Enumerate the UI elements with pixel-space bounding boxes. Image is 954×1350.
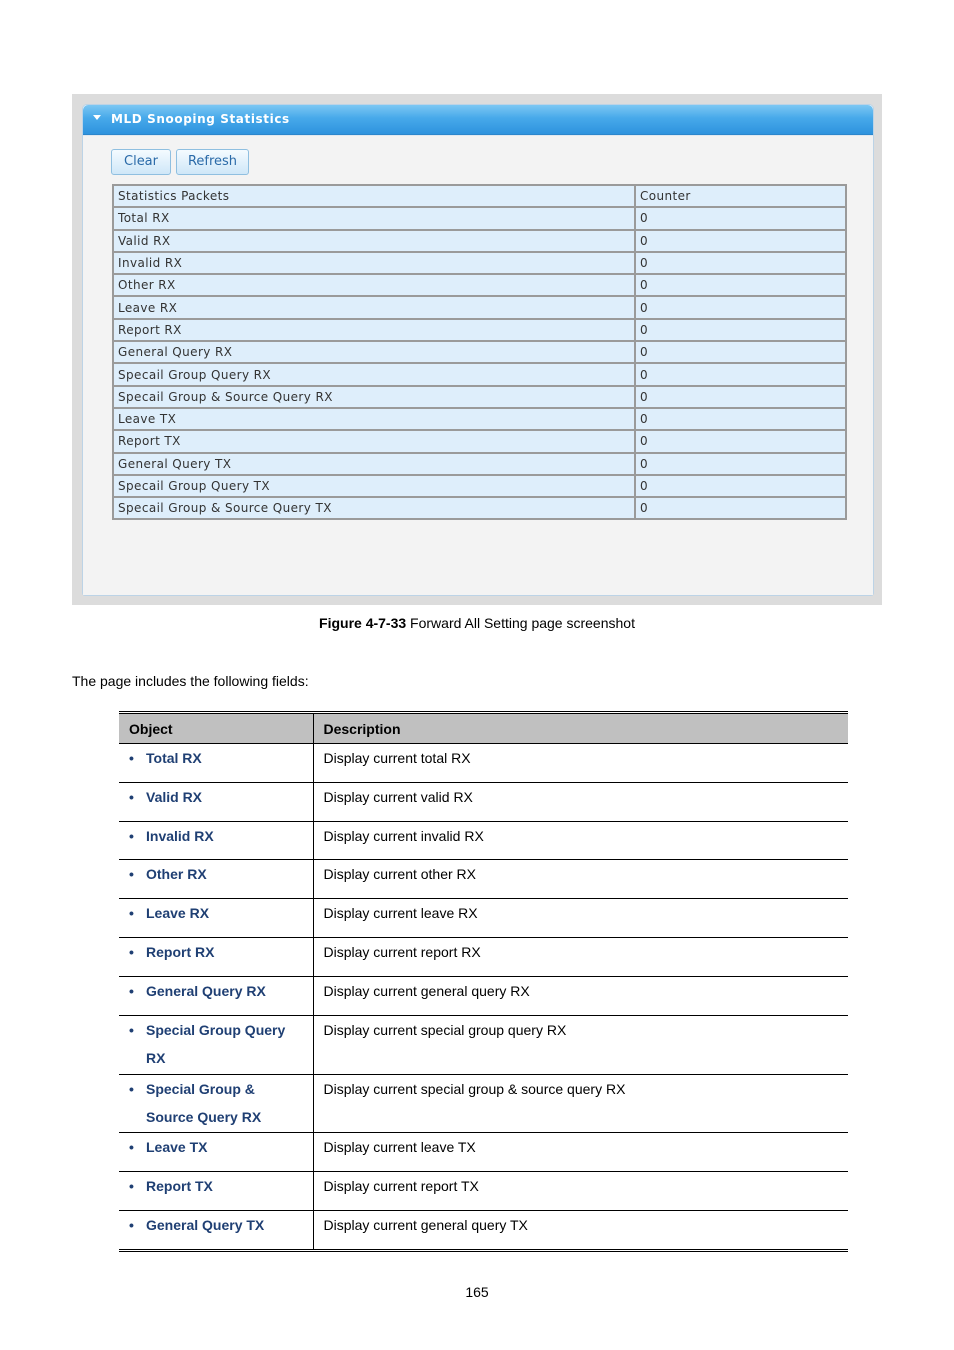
- table-row: [119, 744, 848, 783]
- table-row: [113, 341, 846, 363]
- counter-value: 0: [635, 386, 846, 408]
- chevron-down-icon[interactable]: [93, 115, 101, 120]
- field-object-item: [129, 744, 303, 772]
- column-header-statistics-packets: Statistics Packets: [113, 185, 635, 207]
- statistic-name: Other RX: [113, 274, 635, 296]
- field-object: [119, 977, 313, 1016]
- field-object: [119, 783, 313, 822]
- field-description: [313, 860, 848, 899]
- counter-value: 0: [635, 230, 846, 252]
- field-description-text: Display current valid RX: [323, 789, 473, 805]
- fields-table: [119, 711, 848, 1252]
- field-description-text: Display current report RX: [323, 944, 481, 960]
- counter-value: 0: [635, 207, 846, 229]
- field-object: [119, 1075, 313, 1133]
- field-object-item: [129, 783, 303, 811]
- counter-value: 0: [635, 430, 846, 452]
- field-object: [119, 1172, 313, 1211]
- statistic-name: Specail Group Query TX: [113, 475, 635, 497]
- field-object: [119, 1133, 313, 1172]
- field-object-item: [129, 860, 303, 888]
- statistic-name: Valid RX: [113, 230, 635, 252]
- statistics-table: [112, 184, 847, 520]
- intro-text: The page includes the following fields:: [72, 673, 309, 689]
- table-row: [119, 860, 848, 899]
- screenshot-figure: [72, 94, 882, 605]
- fields-header-row: [119, 713, 848, 744]
- field-object-item: [129, 822, 303, 850]
- statistic-name: Leave RX: [113, 296, 635, 318]
- table-row: [113, 475, 846, 497]
- table-row: [119, 1172, 848, 1211]
- statistic-name: Report TX: [113, 430, 635, 452]
- bullet-icon: •: [129, 1178, 134, 1194]
- field-object: [119, 744, 313, 783]
- table-row: [119, 822, 848, 860]
- field-object: [119, 938, 313, 977]
- clear-button[interactable]: Clear: [111, 149, 171, 175]
- field-description-text: Display current other RX: [323, 866, 477, 882]
- field-object-item: [129, 1133, 303, 1161]
- field-description-text: Display current report TX: [323, 1178, 479, 1194]
- field-object-label: Invalid RX: [146, 828, 214, 844]
- table-row: [113, 230, 846, 252]
- statistic-name: Invalid RX: [113, 252, 635, 274]
- field-object-item: [129, 1172, 303, 1200]
- field-object-label: Report TX: [146, 1178, 213, 1194]
- statistic-name: Specail Group & Source Query RX: [113, 386, 635, 408]
- bullet-icon: •: [129, 828, 134, 844]
- counter-value: 0: [635, 363, 846, 385]
- table-row: [113, 497, 846, 519]
- field-object-label: General Query TX: [146, 1217, 265, 1233]
- field-description: [313, 1172, 848, 1211]
- statistic-name: General Query TX: [113, 453, 635, 475]
- field-object-item: [129, 899, 303, 927]
- table-row: [119, 977, 848, 1016]
- counter-value: 0: [635, 296, 846, 318]
- field-object-label: Leave RX: [146, 905, 210, 921]
- statistic-name: General Query RX: [113, 341, 635, 363]
- table-row: [119, 1133, 848, 1172]
- field-description-text: Display current general query TX: [323, 1217, 528, 1233]
- table-row: [113, 453, 846, 475]
- field-description: [313, 899, 848, 938]
- field-description: [313, 783, 848, 822]
- table-row: [113, 252, 846, 274]
- bullet-icon: •: [129, 789, 134, 805]
- table-row: [113, 319, 846, 341]
- table-row: [113, 274, 846, 296]
- field-object-item: [129, 1211, 303, 1239]
- field-description-text: Display current leave RX: [323, 905, 478, 921]
- field-description-text: Display current total RX: [323, 750, 471, 766]
- bullet-icon: •: [129, 1139, 134, 1155]
- field-description: [313, 822, 848, 860]
- field-description: [313, 1133, 848, 1172]
- panel-body: [83, 135, 873, 595]
- statistic-name: Report RX: [113, 319, 635, 341]
- bullet-icon: •: [129, 1081, 134, 1097]
- field-object: [119, 1211, 313, 1251]
- counter-value: 0: [635, 497, 846, 519]
- bullet-icon: •: [129, 750, 134, 766]
- counter-value: 0: [635, 408, 846, 430]
- column-header-description: Description: [313, 713, 848, 744]
- field-object: [119, 822, 313, 860]
- field-object-item: [129, 1075, 303, 1131]
- page-number: 165: [465, 1284, 489, 1300]
- field-object: [119, 899, 313, 938]
- panel-header[interactable]: [83, 105, 873, 135]
- figure-caption: [0, 615, 954, 631]
- field-object: [119, 860, 313, 899]
- table-row: [119, 783, 848, 822]
- field-description-text: Display current general query RX: [323, 983, 530, 999]
- field-description-text: Display current special group query RX: [323, 1022, 567, 1038]
- field-object-item: [129, 977, 303, 1005]
- field-object-label: General Query RX: [146, 983, 266, 999]
- field-object-label: Leave TX: [146, 1139, 208, 1155]
- field-object-item: [129, 938, 303, 966]
- bullet-icon: •: [129, 1022, 134, 1038]
- column-header-object: Object: [119, 713, 313, 744]
- counter-value: 0: [635, 475, 846, 497]
- field-description-text: Display current leave TX: [323, 1139, 476, 1155]
- figure-label: Figure 4-7-33: [319, 615, 407, 631]
- table-row: [119, 1016, 848, 1075]
- statistic-name: Specail Group Query RX: [113, 363, 635, 385]
- bullet-icon: •: [129, 905, 134, 921]
- refresh-button[interactable]: Refresh: [176, 149, 249, 175]
- statistic-name: Total RX: [113, 207, 635, 229]
- statistics-panel: [82, 104, 874, 596]
- counter-value: 0: [635, 319, 846, 341]
- field-description: [313, 1016, 848, 1075]
- counter-value: 0: [635, 274, 846, 296]
- field-object-label: Total RX: [146, 750, 202, 766]
- field-description: [313, 938, 848, 977]
- field-object-item: [129, 1016, 303, 1072]
- field-description: [313, 744, 848, 783]
- bullet-icon: •: [129, 1217, 134, 1233]
- counter-value: 0: [635, 252, 846, 274]
- field-description: [313, 1211, 848, 1251]
- field-description: [313, 1075, 848, 1133]
- field-object-label: Valid RX: [146, 789, 203, 805]
- table-row: [113, 363, 846, 385]
- bullet-icon: •: [129, 944, 134, 960]
- table-row: [113, 296, 846, 318]
- table-row: [113, 408, 846, 430]
- field-object-label: Special Group & Source Query RX: [146, 1081, 262, 1125]
- column-header-counter: Counter: [635, 185, 846, 207]
- field-description-text: Display current special group & source query RX: [323, 1081, 626, 1097]
- figure-caption-text: Forward All Setting page screenshot: [406, 615, 635, 631]
- statistic-name: Leave TX: [113, 408, 635, 430]
- statistic-name: Specail Group & Source Query TX: [113, 497, 635, 519]
- table-row: [119, 938, 848, 977]
- field-object-label: Report RX: [146, 944, 215, 960]
- counter-value: 0: [635, 453, 846, 475]
- table-row: [119, 1211, 848, 1251]
- table-row: [119, 899, 848, 938]
- bullet-icon: •: [129, 866, 134, 882]
- table-row: [113, 386, 846, 408]
- field-object: [119, 1016, 313, 1075]
- field-description-text: Display current invalid RX: [323, 828, 484, 844]
- table-row: [113, 207, 846, 229]
- table-row: [119, 1075, 848, 1133]
- bullet-icon: •: [129, 983, 134, 999]
- field-description: [313, 977, 848, 1016]
- panel-title: MLD Snooping Statistics: [111, 112, 290, 126]
- field-object-label: Other RX: [146, 866, 207, 882]
- statistics-header-row: [113, 185, 846, 207]
- table-row: [113, 430, 846, 452]
- counter-value: 0: [635, 341, 846, 363]
- field-object-label: Special Group Query RX: [146, 1022, 286, 1066]
